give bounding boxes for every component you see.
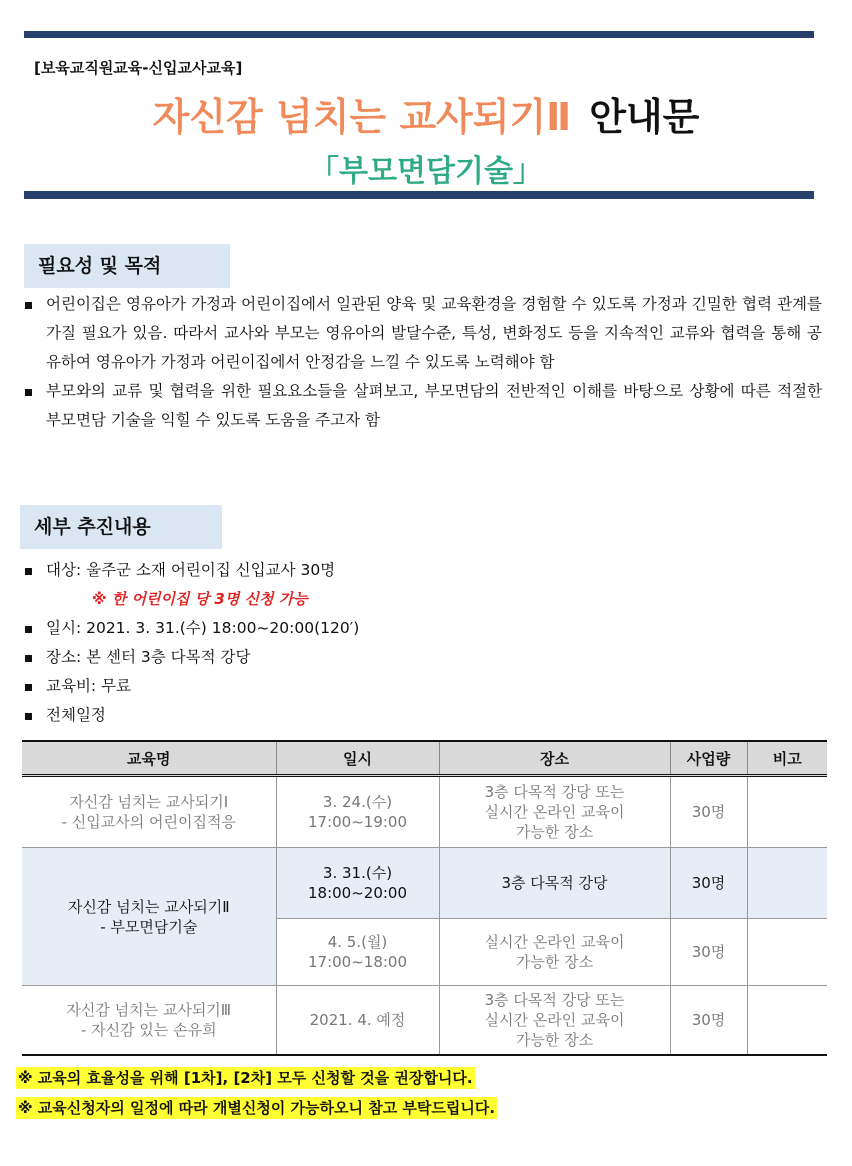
category-tag: [보육교직원교육-신입교사교육] <box>34 59 243 77</box>
list-item-place: 장소: 본 센터 3층 다목적 강당 <box>22 643 822 672</box>
details-list <box>22 556 822 585</box>
course-name-cell: 자신감 넘치는 교사되기Ⅰ - 신입교사의 어린이집적응 <box>22 776 276 848</box>
schedule-table <box>22 740 827 1056</box>
section-heading-details: 세부 추진내용 <box>20 505 222 549</box>
footer-note-1: ※ 교육의 효율성을 위해 [1차], [2차] 모두 신청할 것을 권장합니다. <box>18 1069 473 1087</box>
place-cell: 3층 다목적 강당 <box>439 848 670 919</box>
date-cell: 3. 24.(수) 17:00~19:00 <box>276 776 439 848</box>
note-cell <box>747 776 827 848</box>
target-note: ※ 한 어린이집 당 3명 신청 가능 <box>92 590 308 608</box>
top-divider-bar <box>24 31 814 38</box>
list-item-fee: 교육비: 무료 <box>22 672 822 701</box>
list-item: 부모와의 교류 및 협력을 위한 필요요소들을 살펴보고, 부모면담의 전반적인 이해를 바탕으로 상황에 따른 적절한 부모면담 기술을 익힐 수 있도록 도움을 주고자 함 <box>22 377 822 435</box>
place-cell: 3층 다목적 강당 또는 실시간 온라인 교육이 가능한 장소 <box>439 986 670 1056</box>
table-row <box>22 986 827 1056</box>
header-cell: 일시 <box>276 741 439 776</box>
list-item: 어린이집은 영유아가 가정과 어린이집에서 일관된 양육 및 교육환경을 경험할 수 있도록 가정과 긴밀한 협력 관계를 가질 필요가 있음. 따라서 교사와 부모는 영유아의 발달수준, 특성, 변화정도 등을 지속적인 교류와 협력을 통해 공유하여 영유아가 가정과 어린이집에서 안정감을 느낄 수 있도록 노력해야 함 <box>22 290 822 377</box>
purpose-list <box>22 290 822 435</box>
details-list-2 <box>22 614 822 730</box>
list-item-date: 일시: 2021. 3. 31.(수) 18:00~20:00(120′) <box>22 614 822 643</box>
header-cell: 사업량 <box>670 741 747 776</box>
list-item-target: 대상: 울주군 소재 어린이집 신입교사 30명 <box>22 556 822 585</box>
date-cell: 4. 5.(월) 17:00~18:00 <box>276 919 439 986</box>
course-name-cell: 자신감 넘치는 교사되기Ⅱ - 부모면담기술 <box>22 848 276 986</box>
table-header-row <box>22 741 827 776</box>
course-name-cell: 자신감 넘치는 교사되기Ⅲ - 자신감 있는 손유희 <box>22 986 276 1056</box>
title-suffix: 안내문 <box>589 95 700 139</box>
section-heading-purpose: 필요성 및 목적 <box>24 244 230 288</box>
title-main: 자신감 넘치는 교사되기Ⅱ <box>152 95 572 139</box>
note-cell <box>747 919 827 986</box>
header-cell: 비고 <box>747 741 827 776</box>
note-cell <box>747 986 827 1056</box>
table-row <box>22 848 827 919</box>
header-cell: 장소 <box>439 741 670 776</box>
quantity-cell: 30명 <box>670 848 747 919</box>
quantity-cell: 30명 <box>670 776 747 848</box>
quantity-cell: 30명 <box>670 986 747 1056</box>
place-cell: 실시간 온라인 교육이 가능한 장소 <box>439 919 670 986</box>
page-title <box>0 86 852 141</box>
header-cell: 교육명 <box>22 741 276 776</box>
page-subtitle: 「부모면담기술」 <box>309 154 543 189</box>
place-cell: 3층 다목적 강당 또는 실시간 온라인 교육이 가능한 장소 <box>439 776 670 848</box>
footer-note-2: ※ 교육신청자의 일정에 따라 개별신청이 가능하오니 참고 부탁드립니다. <box>18 1099 496 1117</box>
bottom-divider-bar <box>24 191 814 199</box>
table-row <box>22 776 827 848</box>
quantity-cell: 30명 <box>670 919 747 986</box>
note-cell <box>747 848 827 919</box>
date-cell: 2021. 4. 예정 <box>276 986 439 1056</box>
date-cell: 3. 31.(수) 18:00~20:00 <box>276 848 439 919</box>
list-item-schedule: 전체일정 <box>22 701 822 730</box>
